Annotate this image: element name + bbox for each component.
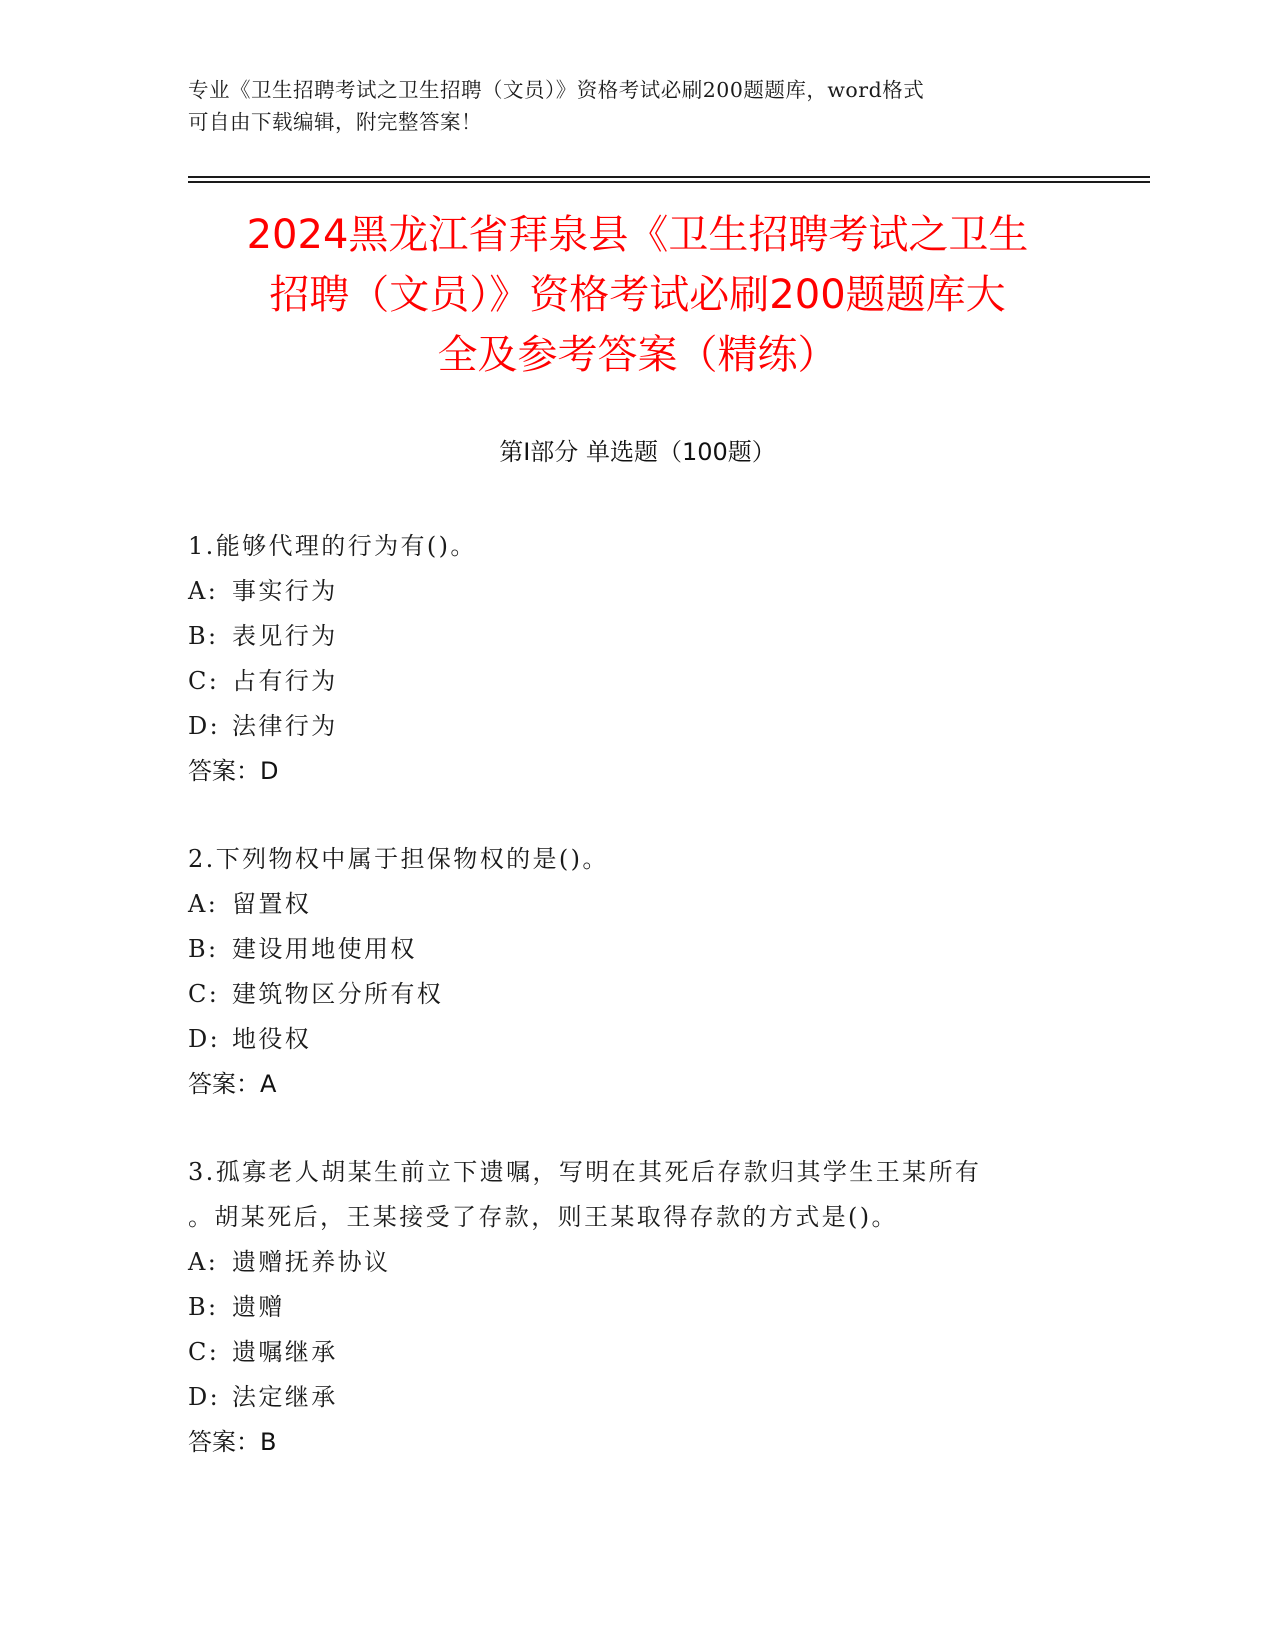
question-2	[188, 837, 1088, 1107]
option-text: 遗赠	[232, 1293, 285, 1321]
option-text: 地役权	[232, 1025, 312, 1053]
option-a	[188, 569, 1088, 614]
option-a	[188, 882, 1088, 927]
answer-line: 答案：A	[188, 1070, 277, 1098]
option-key: D:	[188, 1025, 221, 1053]
answer-line: 答案：B	[188, 1428, 277, 1456]
header-note	[188, 74, 1088, 138]
answer-line: 答案：D	[188, 757, 279, 785]
option-text: 占有行为	[232, 667, 338, 695]
option-key: A:	[188, 577, 219, 605]
option-key: C:	[188, 980, 220, 1008]
option-text: 事实行为	[232, 577, 338, 605]
question-stem: 1.能够代理的行为有()。	[188, 532, 477, 560]
question-stem: 2.下列物权中属于担保物权的是()。	[188, 845, 609, 873]
question-list	[188, 524, 1088, 1508]
question-stem-continued: 。胡某死后，王某接受了存款，则王某取得存款的方式是()。	[188, 1203, 898, 1231]
section-heading: 第Ⅰ部分 单选题（100题）	[499, 438, 776, 466]
document-title	[170, 205, 1105, 385]
question-stem: 3.孤寡老人胡某生前立下遗嘱，写明在其死后存款归其学生王某所有	[188, 1158, 982, 1186]
option-text: 法定继承	[232, 1383, 338, 1411]
option-d	[188, 1375, 1088, 1420]
option-b	[188, 1285, 1088, 1330]
option-c	[188, 972, 1088, 1017]
option-c	[188, 1330, 1088, 1375]
header-note-line-2: 可自由下载编辑，附完整答案！	[188, 110, 482, 134]
document-title-line-2: 招聘（文员）》资格考试必刷200题题库大	[269, 272, 1006, 318]
option-text: 建筑物区分所有权	[232, 980, 444, 1008]
option-key: A:	[188, 1248, 219, 1276]
option-d	[188, 704, 1088, 749]
option-b	[188, 614, 1088, 659]
question-3	[188, 1150, 1088, 1465]
header-note-line-1: 专业《卫生招聘考试之卫生招聘（文员）》资格考试必刷200题题库，word格式	[188, 78, 925, 102]
header-divider-top	[188, 176, 1150, 178]
option-text: 表见行为	[232, 622, 338, 650]
option-key: C:	[188, 667, 220, 695]
option-key: C:	[188, 1338, 220, 1366]
option-key: B:	[188, 935, 219, 963]
option-key: D:	[188, 712, 221, 740]
header-divider-bottom	[188, 181, 1150, 183]
option-b	[188, 927, 1088, 972]
question-1	[188, 524, 1088, 794]
option-d	[188, 1017, 1088, 1062]
option-text: 留置权	[232, 890, 312, 918]
option-text: 法律行为	[232, 712, 338, 740]
option-key: B:	[188, 1293, 219, 1321]
option-text: 遗嘱继承	[232, 1338, 338, 1366]
option-text: 遗赠抚养协议	[232, 1248, 391, 1276]
option-text: 建设用地使用权	[232, 935, 417, 963]
option-c	[188, 659, 1088, 704]
option-a	[188, 1240, 1088, 1285]
option-key: D:	[188, 1383, 221, 1411]
option-key: B:	[188, 622, 219, 650]
document-title-line-3: 全及参考答案（精练）	[437, 332, 838, 378]
document-title-line-1: 2024黑龙江省拜泉县《卫生招聘考试之卫生	[246, 212, 1029, 258]
option-key: A:	[188, 890, 219, 918]
